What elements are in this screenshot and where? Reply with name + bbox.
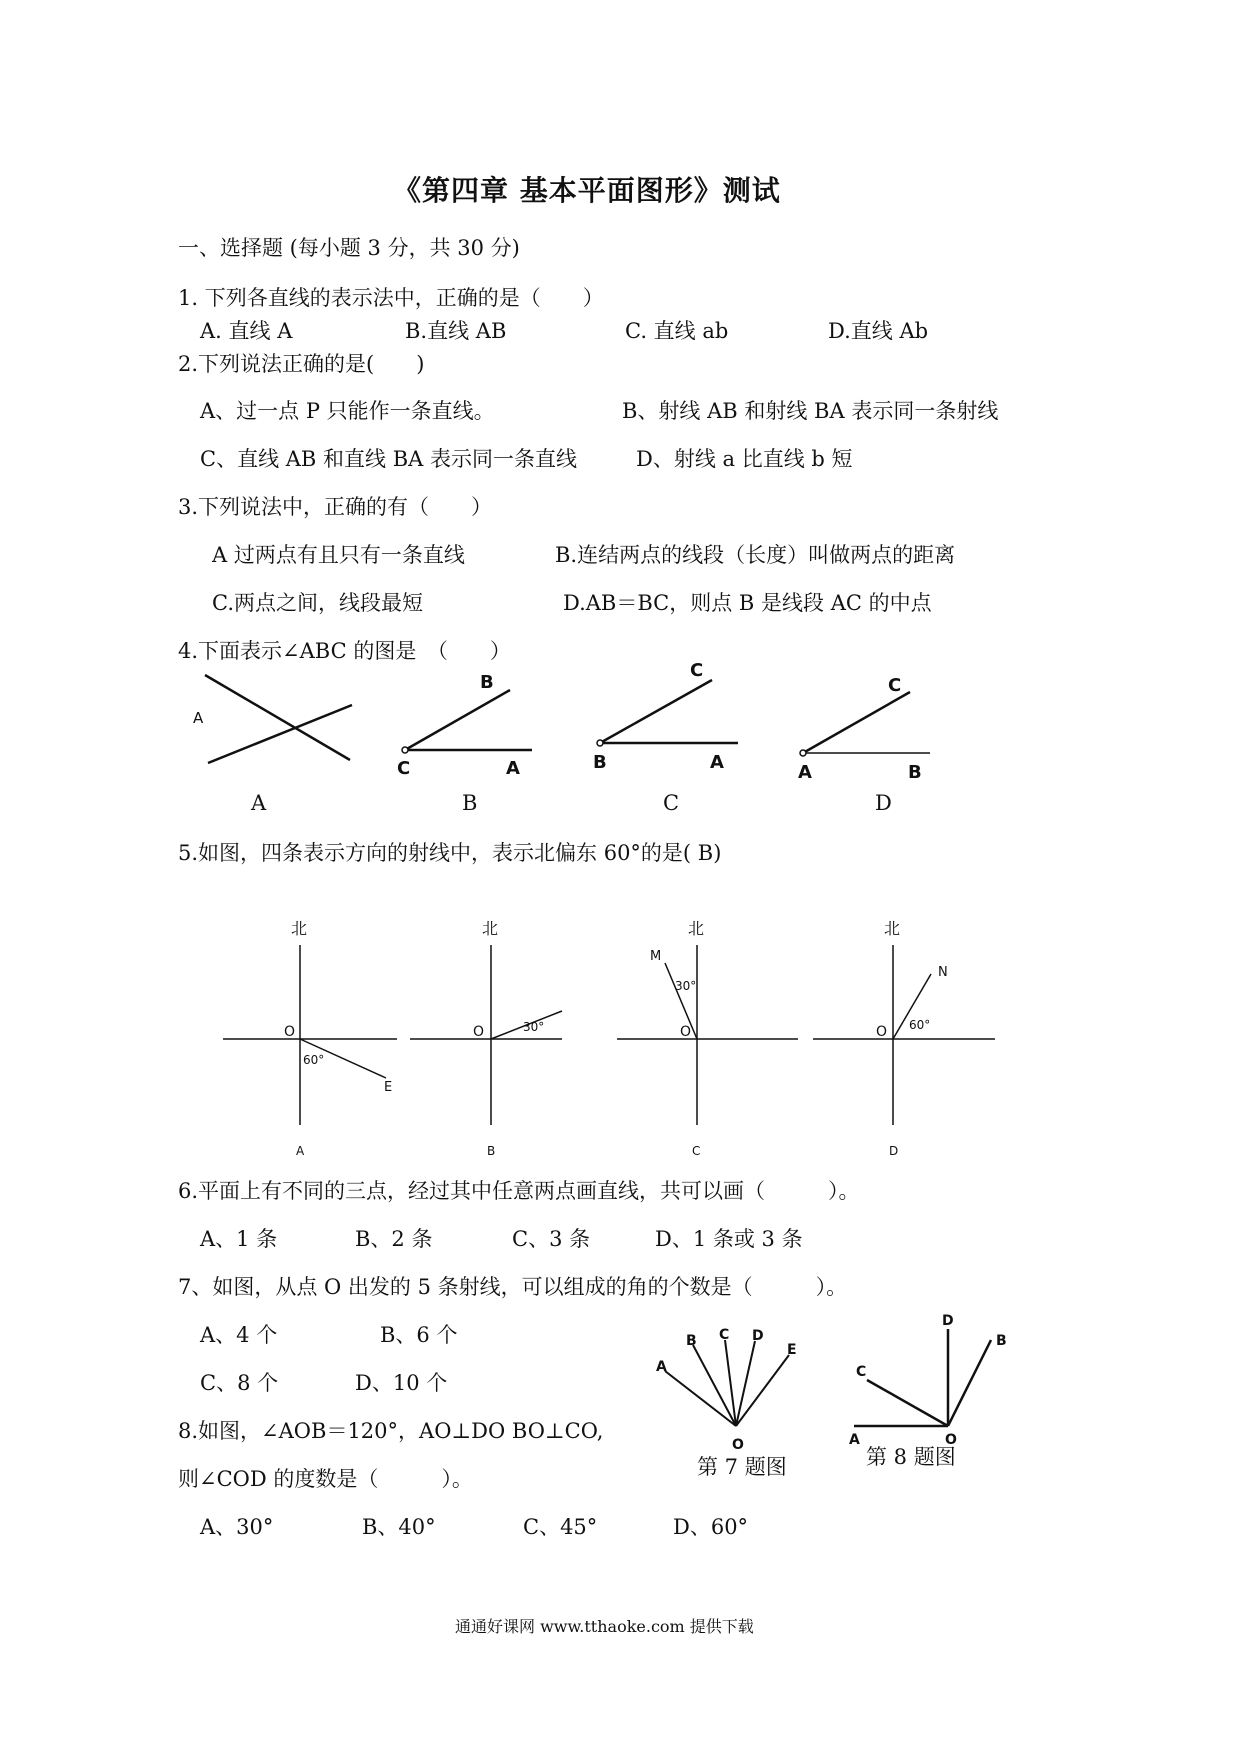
q4-d-label-2: A: [798, 762, 812, 783]
q5-caption-b: B: [487, 1144, 496, 1158]
q8-label-a: A: [849, 1432, 860, 1448]
q4-figure-b: [397, 672, 532, 779]
question-2-option-c[interactable]: C、直线 AB 和直线 BA 表示同一条直线: [200, 447, 577, 471]
question-7-stem: 7、如图，从点 O 出发的 5 条射线，可以组成的角的个数是（ ）。: [178, 1275, 848, 1299]
q7-label-a: A: [656, 1359, 667, 1375]
q5-a-point: E: [384, 1080, 393, 1095]
question-2-stem: 2.下列说法正确的是( ): [178, 352, 425, 376]
question-8-stem-line-1: 8.如图，∠AOB＝120°，AO⊥DO BO⊥CO,: [178, 1419, 604, 1443]
q5-figure-b: [410, 919, 562, 1125]
q4-b-label-1: B: [480, 672, 494, 693]
question-8-stem-line-2: 则∠COD 的度数是（ ）。: [178, 1467, 473, 1491]
question-1-option-c[interactable]: C. 直线 ab: [625, 319, 729, 343]
q7-label-e: E: [787, 1342, 797, 1358]
q4-figure-a: [193, 675, 352, 763]
q5-d-north: 北: [884, 919, 901, 938]
q4-caption-a: A: [251, 791, 267, 815]
question-1-option-d[interactable]: D.直线 Ab: [828, 319, 929, 343]
question-3-stem: 3.下列说法中，正确的有（ ）: [178, 495, 493, 519]
q5-d-angle: 60°: [909, 1018, 931, 1032]
q5-a-angle: 60°: [303, 1053, 325, 1067]
q7-label-d: D: [752, 1328, 764, 1344]
section-heading: 一、选择题 (每小题 3 分，共 30 分): [178, 236, 520, 260]
question-3-option-b[interactable]: B.连结两点的线段（长度）叫做两点的距离: [555, 543, 956, 567]
q7-label-b: B: [686, 1333, 697, 1349]
question-2-option-b[interactable]: B、射线 AB 和射线 BA 表示同一条射线: [622, 399, 999, 423]
q4-d-label-3: B: [908, 762, 922, 783]
question-8-option-a[interactable]: A、30°: [200, 1515, 274, 1539]
question-7-option-b[interactable]: B、6 个: [380, 1323, 458, 1347]
q5-caption-c: C: [692, 1144, 701, 1158]
q4-caption-d: D: [875, 791, 892, 815]
q7-label-c: C: [719, 1327, 730, 1343]
q7-figure: [656, 1327, 797, 1453]
question-8-option-c[interactable]: C、45°: [523, 1515, 598, 1539]
q5-b-angle: 30°: [523, 1020, 545, 1034]
q7-figure-caption: 第 7 题图: [697, 1455, 787, 1479]
q5-figure-c: [617, 919, 798, 1125]
q5-figure-a: [223, 919, 397, 1125]
question-2-option-a[interactable]: A、过一点 P 只能作一条直线。: [200, 399, 495, 423]
q8-figure: [849, 1313, 1007, 1448]
q4-c-label-2: B: [593, 752, 607, 773]
question-1-stem: 1. 下列各直线的表示法中，正确的是（ ）: [178, 286, 604, 310]
q5-c-point: M: [650, 949, 662, 964]
q5-d-origin: O: [876, 1024, 888, 1040]
page-title: 《第四章 基本平面图形》测试: [393, 174, 781, 207]
q8-origin: O: [945, 1432, 957, 1448]
question-8-option-b[interactable]: B、40°: [362, 1515, 436, 1539]
q4-figure-d: [798, 675, 930, 783]
q5-d-point: N: [938, 965, 948, 980]
question-5-stem: 5.如图，四条表示方向的射线中，表示北偏东 60°的是( B): [178, 841, 722, 865]
q4-caption-c: C: [663, 791, 680, 815]
q4-a-point-label: A: [193, 709, 204, 727]
q4-c-label-3: A: [710, 752, 724, 773]
q4-b-label-2: C: [397, 758, 411, 779]
question-6-option-c[interactable]: C、3 条: [512, 1227, 591, 1251]
question-3-option-a[interactable]: A 过两点有且只有一条直线: [212, 543, 465, 567]
question-8-option-d[interactable]: D、60°: [673, 1515, 749, 1539]
q4-c-label-1: C: [690, 660, 704, 681]
question-6-option-a[interactable]: A、1 条: [200, 1227, 278, 1251]
q5-caption-d: D: [889, 1144, 899, 1158]
question-3-option-c[interactable]: C.两点之间，线段最短: [212, 591, 423, 615]
question-6-option-b[interactable]: B、2 条: [355, 1227, 433, 1251]
question-1-option-a[interactable]: A. 直线 A: [200, 319, 293, 343]
q5-b-origin: O: [473, 1024, 485, 1040]
footer-credit: 通通好课网 www.tthaoke.com 提供下载: [455, 1617, 754, 1636]
q8-figure-caption: 第 8 题图: [866, 1445, 956, 1469]
question-1-option-b[interactable]: B.直线 AB: [405, 319, 507, 343]
question-2-option-d[interactable]: D、射线 a 比直线 b 短: [636, 447, 853, 471]
q7-origin: O: [732, 1437, 744, 1453]
q8-label-b: B: [996, 1333, 1007, 1349]
q8-label-d: D: [942, 1313, 954, 1329]
q5-a-north: 北: [291, 919, 308, 938]
q5-c-angle: 30°: [675, 979, 697, 993]
q5-figure-d: [813, 919, 995, 1125]
question-6-option-d[interactable]: D、1 条或 3 条: [655, 1227, 803, 1251]
q4-b-label-3: A: [506, 758, 520, 779]
q8-label-c: C: [856, 1364, 867, 1380]
question-7-option-a[interactable]: A、4 个: [200, 1323, 278, 1347]
question-4-stem: 4.下面表示∠ABC 的图是 （ ）: [178, 639, 511, 663]
q5-c-north: 北: [688, 919, 705, 938]
question-7-option-d[interactable]: D、10 个: [355, 1371, 448, 1395]
question-6-stem: 6.平面上有不同的三点，经过其中任意两点画直线，共可以画（ ）。: [178, 1179, 860, 1203]
q4-figure-c: [593, 660, 738, 773]
q5-b-north: 北: [482, 919, 499, 938]
q4-caption-b: B: [462, 791, 478, 815]
q4-d-label-1: C: [888, 675, 902, 696]
q5-c-origin: O: [680, 1024, 692, 1040]
q5-caption-a: A: [296, 1144, 305, 1158]
q5-a-origin: O: [284, 1024, 296, 1040]
question-3-option-d[interactable]: D.AB＝BC，则点 B 是线段 AC 的中点: [563, 591, 932, 615]
question-7-option-c[interactable]: C、8 个: [200, 1371, 279, 1395]
